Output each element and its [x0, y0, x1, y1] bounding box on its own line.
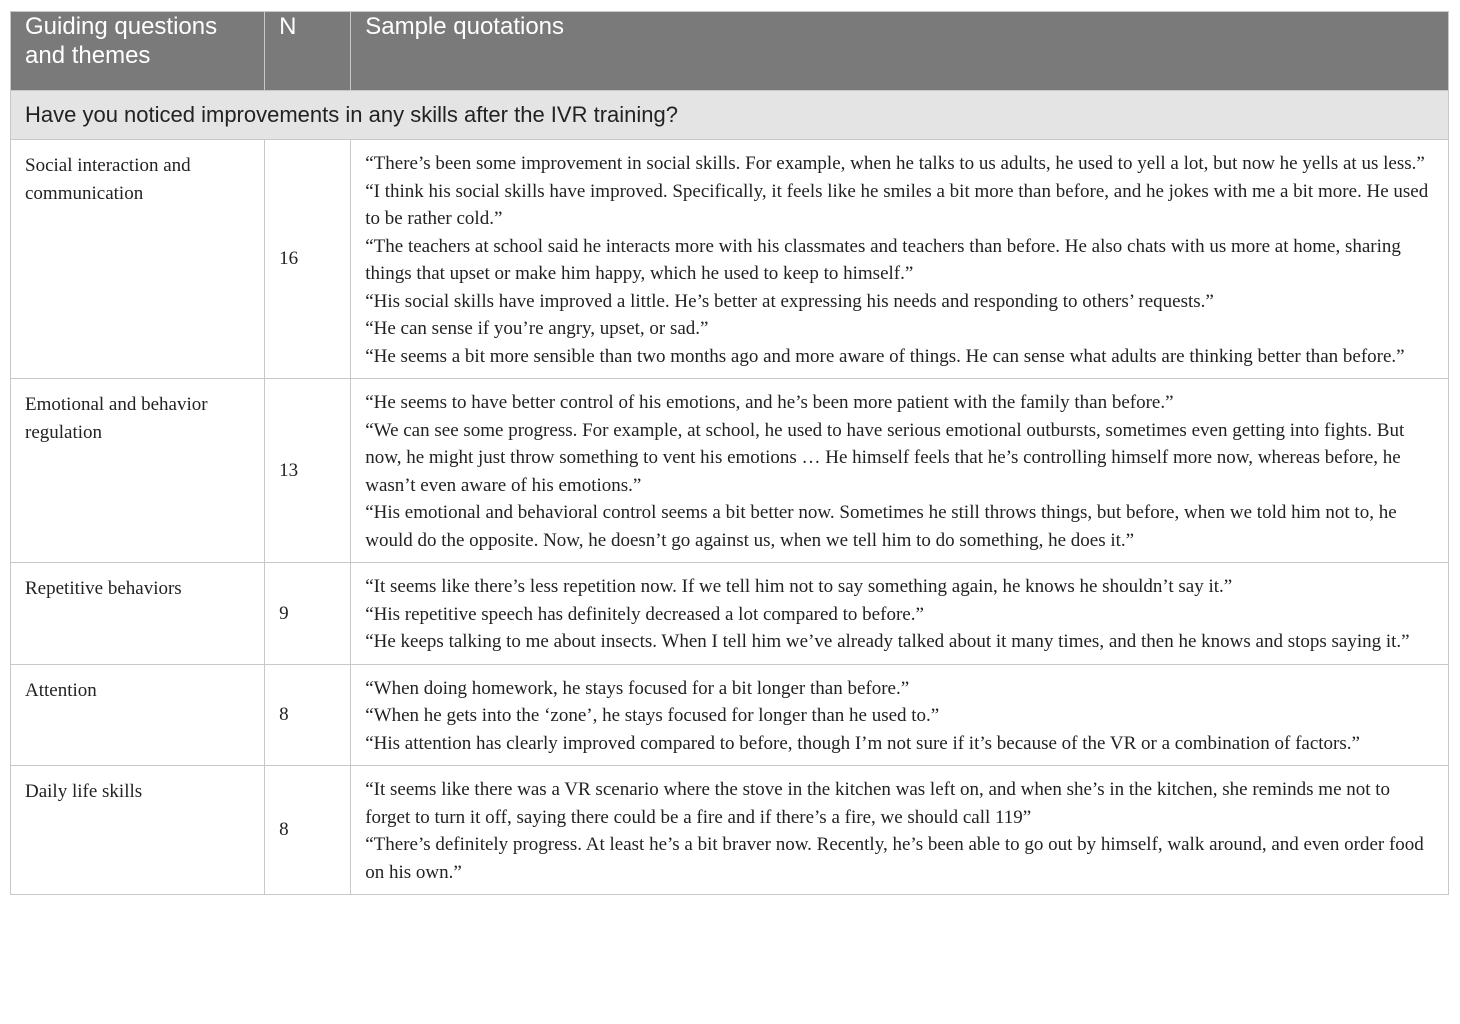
table-row [11, 379, 1449, 563]
quotation: “It seems like there’s less repetition now. If we tell him not to say something again, he knows he shouldn’t say it.” [365, 576, 1233, 597]
n-cell: 13 [265, 379, 351, 563]
quotation: “It seems like there was a VR scenario where the stove in the kitchen was left on, and when she’s in the kitchen, she reminds me not to forget to turn it off, saying there could be a fire and if there’s a fire, we should call 119” [365, 779, 1391, 828]
table-row [11, 664, 1449, 766]
quotation: “His emotional and behavioral control seems a bit better now. Sometimes he still throws things, but before, when we told him not to, he would do the opposite. Now, he doesn’t go against us, when we tell him to do something, he does it.” [365, 502, 1397, 551]
quotation: “He seems to have better control of his emotions, and he’s been more patient with the family than before.” [365, 392, 1174, 413]
theme-cell: Emotional and behavior regulation [11, 379, 265, 563]
quotation: “There’s been some improvement in social skills. For example, when he talks to us adults, he used to yell a lot, but now he yells at us less.” [365, 153, 1425, 174]
quotation: “His repetitive speech has definitely decreased a lot compared to before.” [365, 603, 924, 625]
quotes-cell [351, 664, 1449, 766]
quotation: “I think his social skills have improved. Specifically, it feels like he smiles a bit more than before, and he jokes with me a bit more. He used to be rather cold.” [365, 180, 1429, 229]
quotation: “His attention has clearly improved compared to before, though I’m not sure if it’s because of the VR or a combination of factors.” [365, 732, 1360, 754]
theme-cell: Daily life skills [11, 766, 265, 895]
header-theme: Guiding questions and themes [11, 12, 265, 91]
table-row [11, 140, 1449, 379]
header-n: N [265, 12, 351, 91]
theme-cell: Repetitive behaviors [11, 563, 265, 665]
quotes-cell [351, 563, 1449, 665]
quotes-cell [351, 766, 1449, 895]
table-row [11, 563, 1449, 665]
quotation: “We can see some progress. For example, at school, he used to have serious emotional outbursts, sometimes even getting into fights. But now, he might just throw something to vent his emotions … He himself feels that he’s controlling himself more now, whereas before, he wasn’t even aware of his emotions.” [365, 419, 1405, 496]
quotation: “He can sense if you’re angry, upset, or sad.” [365, 318, 709, 339]
quotation: “There’s definitely progress. At least he’s a bit braver now. Recently, he’s been able to go out by himself, walk around, and even order food on his own.” [365, 834, 1424, 883]
quotation: “When doing homework, he stays focused for a bit longer than before.” [365, 677, 910, 699]
n-cell: 8 [265, 766, 351, 895]
theme-cell: Social interaction and communication [11, 140, 265, 379]
section-question: Have you noticed improvements in any skills after the IVR training? [11, 91, 1449, 140]
quotation: “When he gets into the ‘zone’, he stays focused for longer than he used to.” [365, 705, 940, 726]
header-quotes: Sample quotations [351, 12, 1449, 91]
n-cell: 8 [265, 664, 351, 766]
quotation: “He seems a bit more sensible than two months ago and more aware of things. He can sense what adults are thinking better than before.” [365, 345, 1405, 367]
quotation: “His social skills have improved a little. He’s better at expressing his needs and responding to others’ requests.” [365, 290, 1214, 312]
n-cell: 9 [265, 563, 351, 665]
header-row [11, 12, 1449, 91]
n-cell: 16 [265, 140, 351, 379]
quotations-table [10, 11, 1449, 895]
quotes-cell [351, 140, 1449, 379]
table-row [11, 766, 1449, 895]
quotes-cell [351, 379, 1449, 563]
quotation: “He keeps talking to me about insects. When I tell him we’ve already talked about it many times, and then he knows and stops saying it.” [365, 631, 1410, 652]
quotation: “The teachers at school said he interacts more with his classmates and teachers than before. He also chats with us more at home, sharing things that upset or make him happy, which he used to keep to himself.” [365, 235, 1401, 284]
section-row [11, 91, 1449, 140]
theme-cell: Attention [11, 664, 265, 766]
